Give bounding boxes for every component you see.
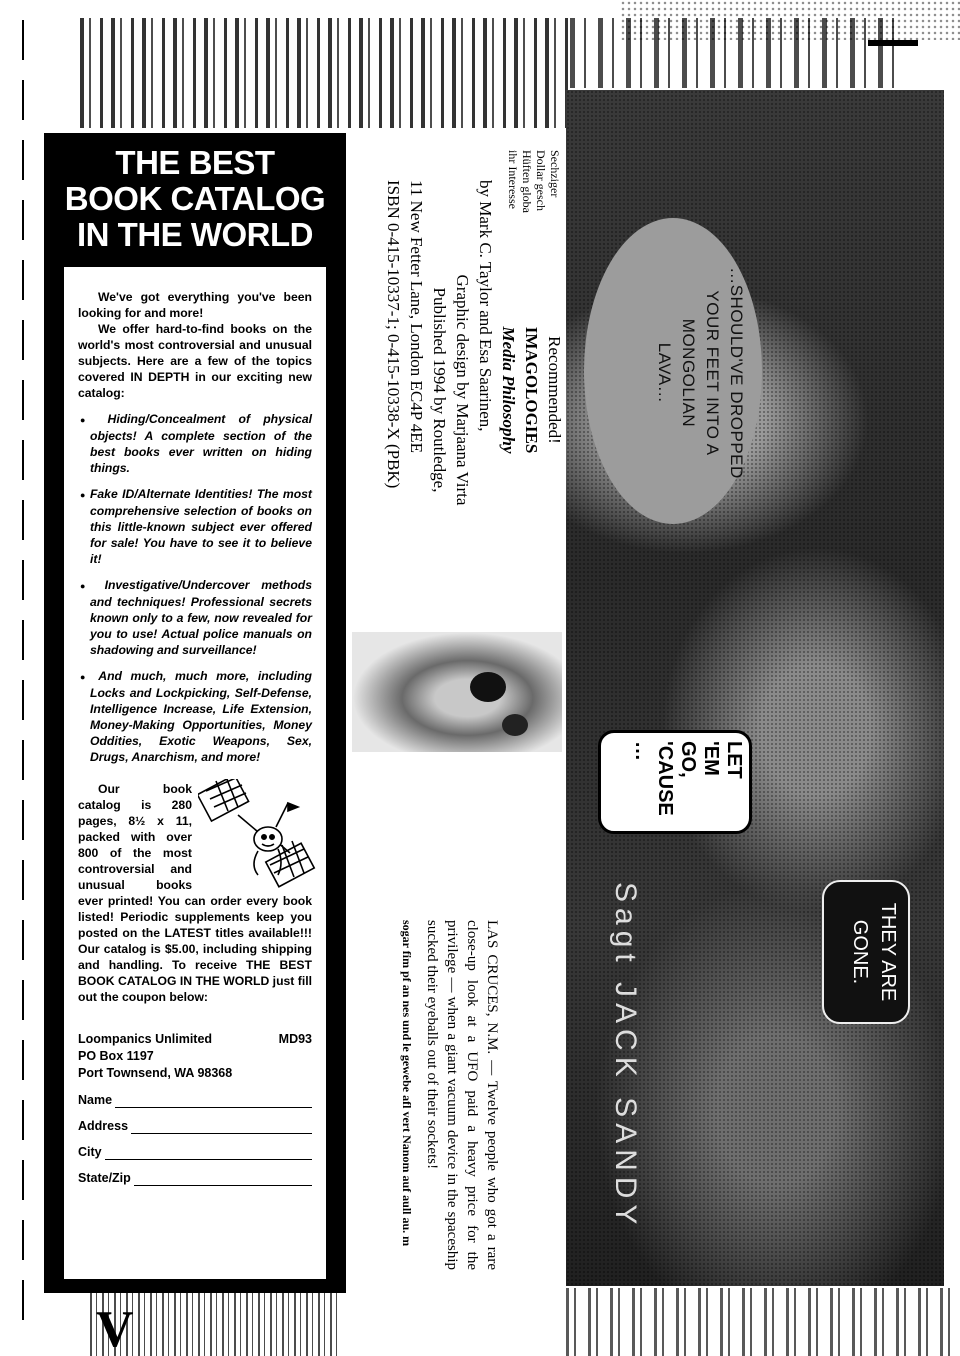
news-fragment: an nes: [400, 984, 414, 1018]
coupon-form: [78, 1092, 312, 1186]
coupon-row-address: [78, 1118, 312, 1134]
news-fragment: sogar: [400, 920, 414, 948]
oval-bubble-line: MONGOLIAN: [679, 318, 698, 428]
ad-headline-line: IN THE WORLD: [77, 216, 313, 253]
speech-line: GO,: [677, 741, 699, 778]
speech-line: …: [631, 741, 653, 761]
gone-line: THEY ARE: [877, 902, 899, 1002]
news-fragment: gewebe: [400, 1054, 414, 1093]
collage-noise-top: [80, 18, 570, 128]
comic-photo-panel: [566, 90, 944, 1286]
mailing-address: [78, 1031, 312, 1082]
address-field[interactable]: [131, 1121, 312, 1134]
german-fragments: [500, 150, 562, 330]
book-publisher: Published 1994 by Routledge,: [430, 287, 449, 493]
oval-speech-bubble: [584, 218, 762, 524]
ad-intro-1: We've got everything you've been looking for and more!: [78, 290, 312, 320]
oval-bubble-line: YOUR FEET INTO A: [703, 290, 722, 456]
news-text: LAS CRUCES, N.M. — Twelve people who got a rare close-up look at a UFO paid a heavy price for the privilege — when a giant vacuum device in the spaceship sucked their eyeballs out of their sockets!: [424, 920, 500, 1270]
news-fragment: afl vert: [400, 1095, 414, 1133]
coupon-label: City: [78, 1145, 102, 1159]
ad-headline-line: THE BEST: [115, 144, 275, 181]
speech-line: 'CAUSE: [654, 741, 676, 816]
satellite-mascot-icon: [198, 779, 316, 889]
speech-bubble-they-are-gone: [822, 880, 910, 1024]
book-title: IMAGOLOGIES: [522, 326, 541, 454]
scan-speckle: [620, 0, 960, 40]
news-fragment: au. m: [400, 1217, 414, 1247]
ad-catalog-description: Our book catalog is 280 pages, 8½ x 11, packed with over 800 of the most controversial and unusual books ever printed! You can order every book listed! Periodic supplements keep you posted on the LATEST titles available!!! Our catalog is $5.00, including shipping and handling. To receive THE BEST BOOK CATALOG IN THE WORLD just fill out the coupon below:: [78, 782, 312, 1004]
ad-topic-item: ● Hiding/Concealment of physical objects! A complete section of the best books ever written on hiding things.: [78, 411, 312, 476]
dash-mark: [868, 40, 918, 46]
coupon-label: Name: [78, 1093, 113, 1107]
book-address: 11 New Fetter Lane, London EC4P 4EE: [407, 180, 426, 454]
book-design: Graphic design by Marjaana Virta: [453, 274, 472, 506]
news-fragment: auf aull: [400, 1175, 414, 1215]
oval-bubble-line: …SHOULD'VE DROPPED: [727, 267, 746, 479]
speech-line: LET: [723, 741, 745, 779]
coupon-label: Address: [78, 1119, 129, 1133]
news-fragment: Nanom: [400, 1135, 414, 1173]
gone-line: GONE.: [849, 919, 871, 985]
ad-code: MD93: [278, 1032, 312, 1046]
book-subtitle: Media Philosophy: [499, 326, 518, 454]
news-fragment: und le: [400, 1020, 414, 1052]
ufo-news-story: [352, 760, 564, 1280]
fragment-text: Sechziger: [548, 150, 562, 198]
speech-bubble-let-em-go: [598, 730, 752, 834]
city-field[interactable]: [105, 1147, 312, 1160]
photo-signature: [582, 882, 642, 1282]
city-line: Port Townsend, WA 98368: [78, 1066, 233, 1080]
company-name: Loompanics Unlimited: [78, 1032, 213, 1046]
oval-bubble-line: LAVA…: [655, 342, 674, 404]
left-margin-rule: [22, 20, 24, 1340]
ad-headline: [54, 145, 336, 253]
ad-body: [64, 267, 326, 1279]
coupon-row-city: [78, 1144, 312, 1160]
fragment-text: ihr Interesse: [506, 150, 520, 209]
ad-intro-2: We offer hard-to-find books on the world's most controversial and unusual subjects. Here are a few of the topics covered IN DEPTH in our exciting new catalog:: [78, 322, 312, 400]
po-box: PO Box 1197: [78, 1049, 154, 1063]
news-fragments: [399, 920, 414, 1270]
fragment-text: Dollar gesch: [534, 150, 548, 211]
book-isbn: ISBN 0-415-10337-1; 0-415-10338-X (PBK): [384, 180, 403, 489]
book-label: Recommended!: [545, 336, 564, 444]
name-field[interactable]: [115, 1095, 312, 1108]
alien-photo: [352, 632, 562, 752]
ad-topic-item: ● And much, much more, including Locks and Lockpicking, Self-Defense, Intelligence Increase, Life Extension, Money-Making Opportunities, Money Oddities, Exotic Weapons, Sex, Drugs, Anarchism, and more!: [78, 668, 312, 765]
photo-eye-shape: [502, 714, 528, 736]
coupon-label: State/Zip: [78, 1171, 131, 1185]
state-zip-field[interactable]: [134, 1173, 312, 1186]
ad-headline-line: BOOK CATALOG: [64, 180, 326, 217]
collage-noise-bottom-right: [566, 1288, 956, 1356]
ad-topic-list: [78, 411, 312, 765]
coupon-row-name: [78, 1092, 312, 1108]
catalog-advertisement: [44, 133, 346, 1293]
signature-text: Sagt JACK SANDY: [609, 882, 642, 1231]
photo-eye-shape: [470, 672, 506, 702]
book-authors: by Mark C. Taylor and Esa Saarinen,: [476, 180, 495, 432]
fragment-text: Hüften globa: [520, 150, 534, 213]
speech-line: 'EM: [700, 741, 722, 776]
bottom-letter: V: [96, 1301, 134, 1356]
news-fragment: fim pf: [400, 950, 414, 982]
ad-topic-item: ● Investigative/Undercover methods and techniques! Professional secrets known only to a few, now revealed for you to use! Actual police manuals on shadowing and surveillance!: [78, 577, 312, 658]
ad-topic-item: ● Fake ID/Alternate Identities! The most comprehensive selection of books on this little-known subject ever offered for sale! You have to see it to believe it!: [78, 486, 312, 567]
coupon-row-state-zip: [78, 1170, 312, 1186]
